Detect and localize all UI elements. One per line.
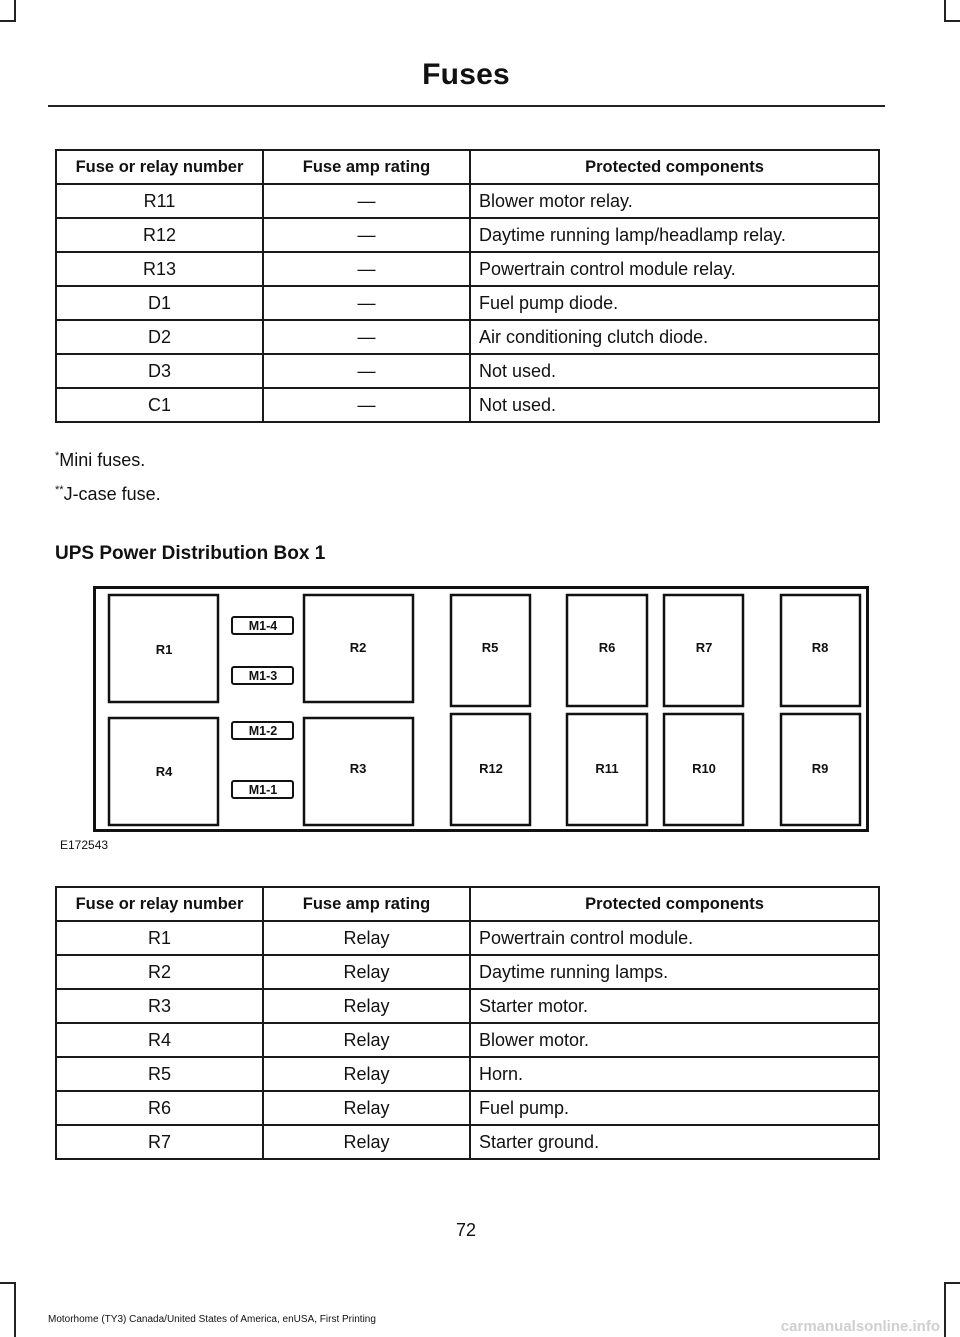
column-header-components: Protected components: [470, 887, 879, 921]
amp-rating: Relay: [263, 1057, 470, 1091]
fuse-number: R2: [56, 955, 263, 989]
fuse-table-2: [55, 886, 880, 1160]
table-row: [56, 1023, 879, 1057]
amp-rating: —: [263, 184, 470, 218]
fuse-number: R7: [56, 1125, 263, 1159]
table-row: [56, 184, 879, 218]
fuse-number: C1: [56, 388, 263, 422]
fuse-number: R13: [56, 252, 263, 286]
protected-component: Starter motor.: [470, 989, 879, 1023]
relay-label-r4: R4: [155, 764, 173, 779]
fuse-table-1: [55, 149, 880, 423]
fuse-number: D2: [56, 320, 263, 354]
crop-mark: [14, 0, 16, 22]
relay-label-r3: R3: [349, 761, 367, 776]
table-row: [56, 252, 879, 286]
fuse-number: R4: [56, 1023, 263, 1057]
table-header-row: [56, 887, 879, 921]
crop-mark: [944, 1282, 946, 1337]
fuse-number: R5: [56, 1057, 263, 1091]
table-row: [56, 921, 879, 955]
protected-component: Daytime running lamps.: [470, 955, 879, 989]
section-title: UPS Power Distribution Box 1: [55, 543, 326, 564]
amp-rating: Relay: [263, 989, 470, 1023]
footnote-text: Mini fuses.: [59, 450, 146, 470]
fuse-number: D1: [56, 286, 263, 320]
table-row: [56, 1091, 879, 1125]
column-header-amp: Fuse amp rating: [263, 150, 470, 184]
table-row: [56, 320, 879, 354]
amp-rating: Relay: [263, 921, 470, 955]
amp-rating: —: [263, 286, 470, 320]
crop-mark: [944, 0, 946, 22]
page-title: Fuses: [422, 58, 510, 91]
fuse-label-m1-2: M1-2: [248, 724, 278, 738]
relay-label-r1: R1: [155, 642, 173, 657]
footnote-jcase-fuse: [55, 484, 161, 505]
fuse-label-m1-4: M1-4: [248, 619, 278, 633]
relay-label-r8: R8: [811, 640, 829, 655]
amp-rating: —: [263, 252, 470, 286]
watermark-link[interactable]: carmanualsonline.info: [780, 1318, 940, 1335]
column-header-number: Fuse or relay number: [56, 887, 263, 921]
relay-label-r7: R7: [695, 640, 713, 655]
header-rule: [48, 105, 885, 107]
amp-rating: —: [263, 320, 470, 354]
protected-component: Not used.: [470, 354, 879, 388]
fuse-label-m1-3: M1-3: [248, 669, 278, 683]
fuse-number: D3: [56, 354, 263, 388]
relay-label-r10: R10: [692, 761, 716, 776]
amp-rating: Relay: [263, 1023, 470, 1057]
relay-label-r6: R6: [598, 640, 616, 655]
table-row: [56, 1125, 879, 1159]
fuse-number: R1: [56, 921, 263, 955]
protected-component: Air conditioning clutch diode.: [470, 320, 879, 354]
fuse-label-m1-1: M1-1: [248, 783, 278, 797]
protected-component: Blower motor.: [470, 1023, 879, 1057]
crop-mark: [0, 1282, 16, 1284]
protected-component: Powertrain control module.: [470, 921, 879, 955]
amp-rating: Relay: [263, 1091, 470, 1125]
column-header-amp: Fuse amp rating: [263, 887, 470, 921]
column-header-number: Fuse or relay number: [56, 150, 263, 184]
table-row: [56, 218, 879, 252]
page-number: 72: [455, 1220, 477, 1240]
footnote-mark: *: [55, 450, 60, 462]
relay-label-r11: R11: [595, 761, 619, 776]
footnote-text: J-case fuse.: [63, 484, 161, 504]
power-distribution-box-diagram: [93, 586, 869, 832]
column-header-components: Protected components: [470, 150, 879, 184]
protected-component: Horn.: [470, 1057, 879, 1091]
edition-footer: Motorhome (TY3) Canada/United States of America, enUSA, First Printing: [48, 1314, 376, 1325]
protected-component: Daytime running lamp/headlamp relay.: [470, 218, 879, 252]
protected-component: Fuel pump diode.: [470, 286, 879, 320]
table-row: [56, 388, 879, 422]
table-row: [56, 286, 879, 320]
crop-mark: [14, 1282, 16, 1337]
table-row: [56, 955, 879, 989]
crop-mark: [0, 20, 16, 22]
amp-rating: Relay: [263, 1125, 470, 1159]
table-row: [56, 989, 879, 1023]
box-outline: [95, 588, 868, 831]
footnote-mark: **: [55, 484, 64, 496]
crop-mark: [944, 20, 960, 22]
relay-label-r2: R2: [349, 640, 367, 655]
table-row: [56, 1057, 879, 1091]
footnote-mini-fuses: [55, 450, 145, 471]
amp-rating: —: [263, 354, 470, 388]
protected-component: Blower motor relay.: [470, 184, 879, 218]
amp-rating: —: [263, 218, 470, 252]
amp-rating: —: [263, 388, 470, 422]
crop-mark: [944, 1282, 960, 1284]
diagram-id: E172543: [60, 838, 109, 852]
protected-component: Fuel pump.: [470, 1091, 879, 1125]
table-row: [56, 354, 879, 388]
fuse-number: R12: [56, 218, 263, 252]
protected-component: Not used.: [470, 388, 879, 422]
relay-label-r9: R9: [811, 761, 829, 776]
protected-component: Starter ground.: [470, 1125, 879, 1159]
table-header-row: [56, 150, 879, 184]
fuse-number: R3: [56, 989, 263, 1023]
relay-label-r12: R12: [479, 761, 503, 776]
amp-rating: Relay: [263, 955, 470, 989]
protected-component: Powertrain control module relay.: [470, 252, 879, 286]
fuse-number: R6: [56, 1091, 263, 1125]
fuse-number: R11: [56, 184, 263, 218]
relay-label-r5: R5: [481, 640, 499, 655]
